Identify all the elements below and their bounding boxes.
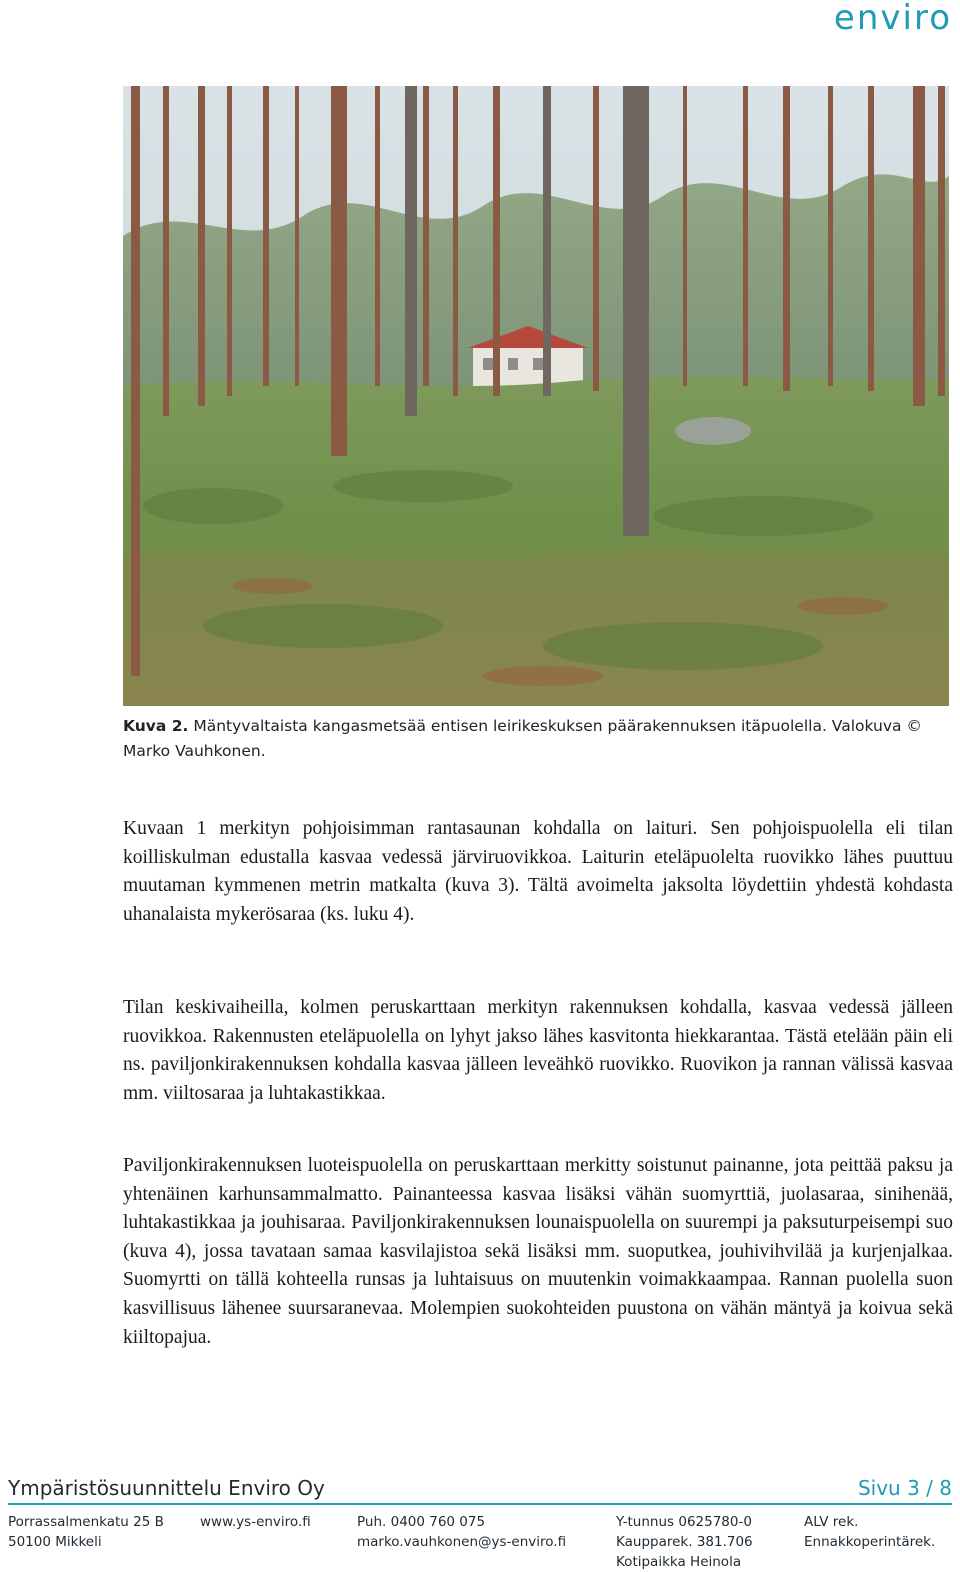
footer-email-link[interactable]: marko.vauhkonen@ys-enviro.fi <box>357 1534 567 1550</box>
page-number: Sivu 3 / 8 <box>857 1476 952 1500</box>
footer-company-name: Ympäristösuunnittelu Enviro Oy <box>8 1476 325 1500</box>
footer-website-link[interactable]: www.ys-enviro.fi <box>200 1514 311 1530</box>
footer-business-id <box>616 1512 753 1572</box>
footer-phone: Puh. 0400 760 075 <box>357 1514 486 1530</box>
footer-registration-line: Ennakkoperintärek. <box>804 1534 936 1550</box>
paragraph-3: Paviljonkirakennuksen luoteispuolella on peruskarttaan merkitty soistunut painanne, jota peittää paksu ja yhtenäinen karhunsammalmatto. Painanteessa kasvaa lisäksi vähän suomyrttiä, juolasaraa, sinihenää, luhtakastikkaa ja jouhisaraa. Paviljonkirakennuksen lounaispuolella on suurempi ja paksuturpeisempi suo (kuva 4), jossa tavataan samaa kasvilajistoa sekä lisäksi mm. suoputkea, jouhivihvilää ja kurjenjalkaa. Suomyrtti on tällä kohteella runsas ja luhtaisuus on muutenkin voimakkaampaa. Rannan puolella suon kasvillisuus lähenee suursaranevaa. Molempien suokohteiden puustona on vähän mäntyä ja koivua sekä kiiltopajua. <box>123 1155 953 1348</box>
paragraph-1: Kuvaan 1 merkityn pohjoisimman rantasaunan kohdalla on laituri. Sen pohjoispuolella eli tilan koilliskulman edustalla kasvaa vedessä järviruovikkoa. Laiturin eteläpuolelta ruovikko lähes puuttuu muutaman kymmenen metrin matkalta (kuva 3). Tältä avoimelta jaksolta löydettiin yhdestä kohdasta uhanalaista mykerösaraa (ks. luku 4). <box>123 818 953 925</box>
footer-registration <box>804 1512 935 1552</box>
footer-business-line: Kaupparek. 381.706 <box>616 1534 753 1550</box>
footer-address-line: Porrassalmenkatu 25 B <box>8 1514 164 1530</box>
pine-forest-photo <box>123 86 949 706</box>
photo-illustration <box>123 86 949 706</box>
caption-text: Mäntyvaltaista kangasmetsää entisen leirikeskuksen päärakennuksen itäpuolella. Valokuva © Marko Vauhkonen. <box>123 717 922 760</box>
footer-contact <box>357 1512 566 1552</box>
caption-label: Kuva 2. <box>123 717 189 735</box>
footer-registration-line: ALV rek. <box>804 1514 859 1530</box>
enviro-logo: enviro <box>833 0 952 38</box>
footer-address <box>8 1512 164 1552</box>
footer-website <box>200 1512 311 1532</box>
figure-caption <box>123 714 953 764</box>
footer-business-line: Y-tunnus 0625780-0 <box>616 1514 752 1530</box>
footer-business-line: Kotipaikka Heinola <box>616 1554 742 1570</box>
footer-divider <box>8 1503 952 1505</box>
paragraph-2: Tilan keskivaiheilla, kolmen peruskarttaan merkityn rakennuksen kohdalla, kasvaa vedessä jälleen ruovikkoa. Rakennusten eteläpuolella on lyhyt jakso lähes kasvitonta hiekkarantaa. Tästä etelään päin eli ns. paviljonkirakennuksen kohdalla kasvaa jälleen leveähkö ruovikko. Ruovikon ja rannan välissä kasvaa mm. viiltosaraa ja luhtakastikkaa. <box>123 997 953 1104</box>
footer-address-line: 50100 Mikkeli <box>8 1534 102 1550</box>
